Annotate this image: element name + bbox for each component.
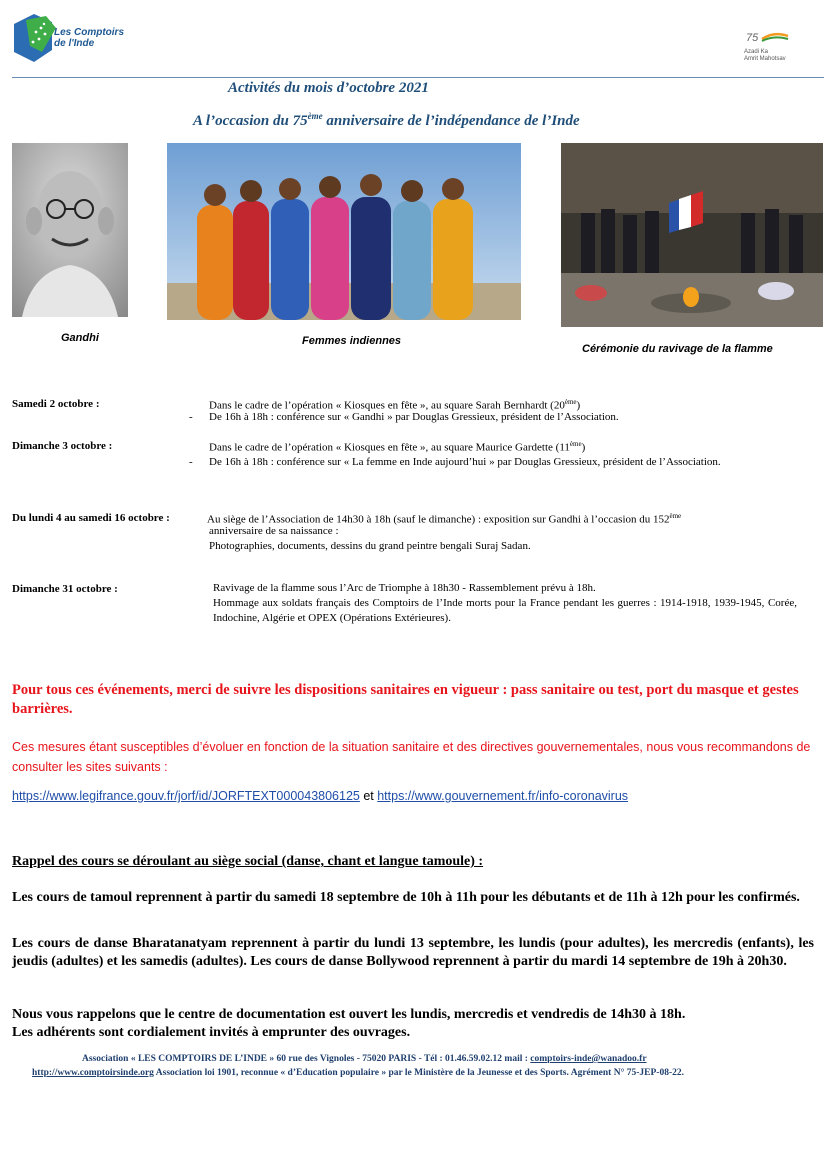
- event-3-line1: Au siège de l’Association de 14h30 à 18h (sauf le dimanche) : exposition sur Gandhi à l’occasion du 152ème: [207, 512, 682, 526]
- logo-text-line1: Les Comptoirs: [54, 27, 125, 38]
- caption-femmes-indiennes: Femmes indiennes: [302, 335, 402, 347]
- tamoul-courses: Les cours de tamoul reprennent à partir du samedi 18 septembre de 10h à 11h pour les débutants et de 11h à 12h pour les confirmés.: [12, 890, 800, 905]
- event-3-line2: anniversaire de sa naissance :: [209, 525, 339, 537]
- event-1-line2: De 16h à 18h : conférence sur « Gandhi » par Douglas Gressieux, président de l’Association.: [209, 411, 619, 423]
- footer-legal: http://www.comptoirsinde.org Association loi 1901, reconnue « d’Education populaire » par le Ministère de la Jeunesse et des Sports. Agrément N° 75-JEP-08-22.: [32, 1068, 684, 1078]
- event-1-label: Samedi 2 octobre :: [12, 398, 100, 410]
- footer-email-link[interactable]: comptoirs-inde@wanadoo.fr: [530, 1054, 647, 1064]
- amrit-text-line1: Azadi Ka: [744, 49, 769, 55]
- members-invitation: Les adhérents sont cordialement invités à emprunter des ouvrages.: [12, 1025, 411, 1040]
- amrit-emblem-icon: [744, 30, 800, 44]
- event-4-label: Dimanche 31 octobre :: [12, 583, 118, 595]
- link-separator: et: [359, 789, 378, 803]
- header-divider: [12, 77, 824, 78]
- indian-women-photo: [167, 143, 521, 320]
- sanitary-notice: Ces mesures étant susceptibles d’évoluer en fonction de la situation sanitaire et des directives gouvernementales, nous vous recommandons de consulter les sites suivants :: [12, 740, 811, 774]
- footer-address: Association « LES COMPTOIRS DE L’INDE » 60 rue des Vignoles - 75020 PARIS - Tél : 01.46.59.02.12 mail : comptoirs-inde@wanadoo.fr: [82, 1054, 647, 1064]
- flame-ceremony-photo: [561, 143, 823, 327]
- documentation-hours: Nous vous rappelons que le centre de documentation est ouvert les lundis, mercredis et vendredis de 14h30 à 18h.: [12, 1007, 686, 1022]
- event-1-line1: Dans le cadre de l’opération « Kiosques en fête », au square Sarah Bernhardt (20ème): [209, 398, 581, 412]
- courses-heading: Rappel des cours se déroulant au siège social (danse, chant et langue tamoule) :: [12, 854, 484, 869]
- event-2-line1: Dans le cadre de l’opération « Kiosques en fête », au square Maurice Gardette (11ème): [209, 440, 586, 454]
- azadi-ka-amrit-mahotsav-logo: [744, 30, 800, 62]
- legifrance-link[interactable]: https://www.legifrance.gouv.fr/jorf/id/JORFTEXT000043806125: [12, 789, 360, 803]
- reference-links: [12, 789, 628, 803]
- sanitary-warning: Pour tous ces événements, merci de suivre les dispositions sanitaires en vigueur : pass sanitaire ou test, port du masque et gestes barrières.: [12, 682, 799, 717]
- page-subtitle: A l’occasion du 75ème anniversaire de l’indépendance de l’Inde: [193, 111, 580, 129]
- gouvernement-link[interactable]: https://www.gouvernement.fr/info-coronavirus: [377, 789, 629, 803]
- caption-gandhi: Gandhi: [61, 332, 99, 344]
- event-3-line3: Photographies, documents, dessins du grand peintre bengali Suraj Sadan.: [209, 540, 531, 552]
- page-title: Activités du mois d’octobre 2021: [228, 80, 429, 96]
- event-4-line1: Ravivage de la flamme sous l’Arc de Triomphe à 18h30 - Rassemblement prévu à 18h.: [213, 582, 596, 594]
- footer-website-link[interactable]: http://www.comptoirsinde.org: [32, 1068, 154, 1078]
- dance-courses: Les cours de danse Bharatanatyam reprennent à partir du lundi 13 septembre, les lundis (pour adultes), les mercredis (enfants), les jeudis (adultes) et les samedis (adultes). Les cours de danse Bollywood reprennent à partir du mardi 14 septembre de 19h à 20h30.: [12, 936, 814, 969]
- amrit-text-line2: Amrit Mahotsav: [744, 56, 786, 62]
- logo-text-line2: de l'Inde: [54, 38, 95, 49]
- event-1-dash: -: [189, 411, 193, 423]
- logo-text: [54, 27, 124, 49]
- caption-ceremonie: Cérémonie du ravivage de la flamme: [582, 343, 773, 355]
- svg-text:75: 75: [746, 32, 759, 44]
- event-2-line2: De 16h à 18h : conférence sur « La femme en Inde aujourd’hui » par Douglas Gressieux, président de l’Association.: [209, 456, 721, 468]
- gandhi-photo: [12, 143, 128, 317]
- event-3-label: Du lundi 4 au samedi 16 octobre :: [12, 512, 170, 524]
- event-2-dash: -: [189, 456, 193, 468]
- event-4-line2: Hommage aux soldats français des Comptoirs de l’Inde morts pour la France pendant les guerres : 1914-1918, 1939-1945, Corée, Indochine, Algérie et OPEX (Opérations Extérieures).: [213, 597, 797, 624]
- event-2-label: Dimanche 3 octobre :: [12, 440, 113, 452]
